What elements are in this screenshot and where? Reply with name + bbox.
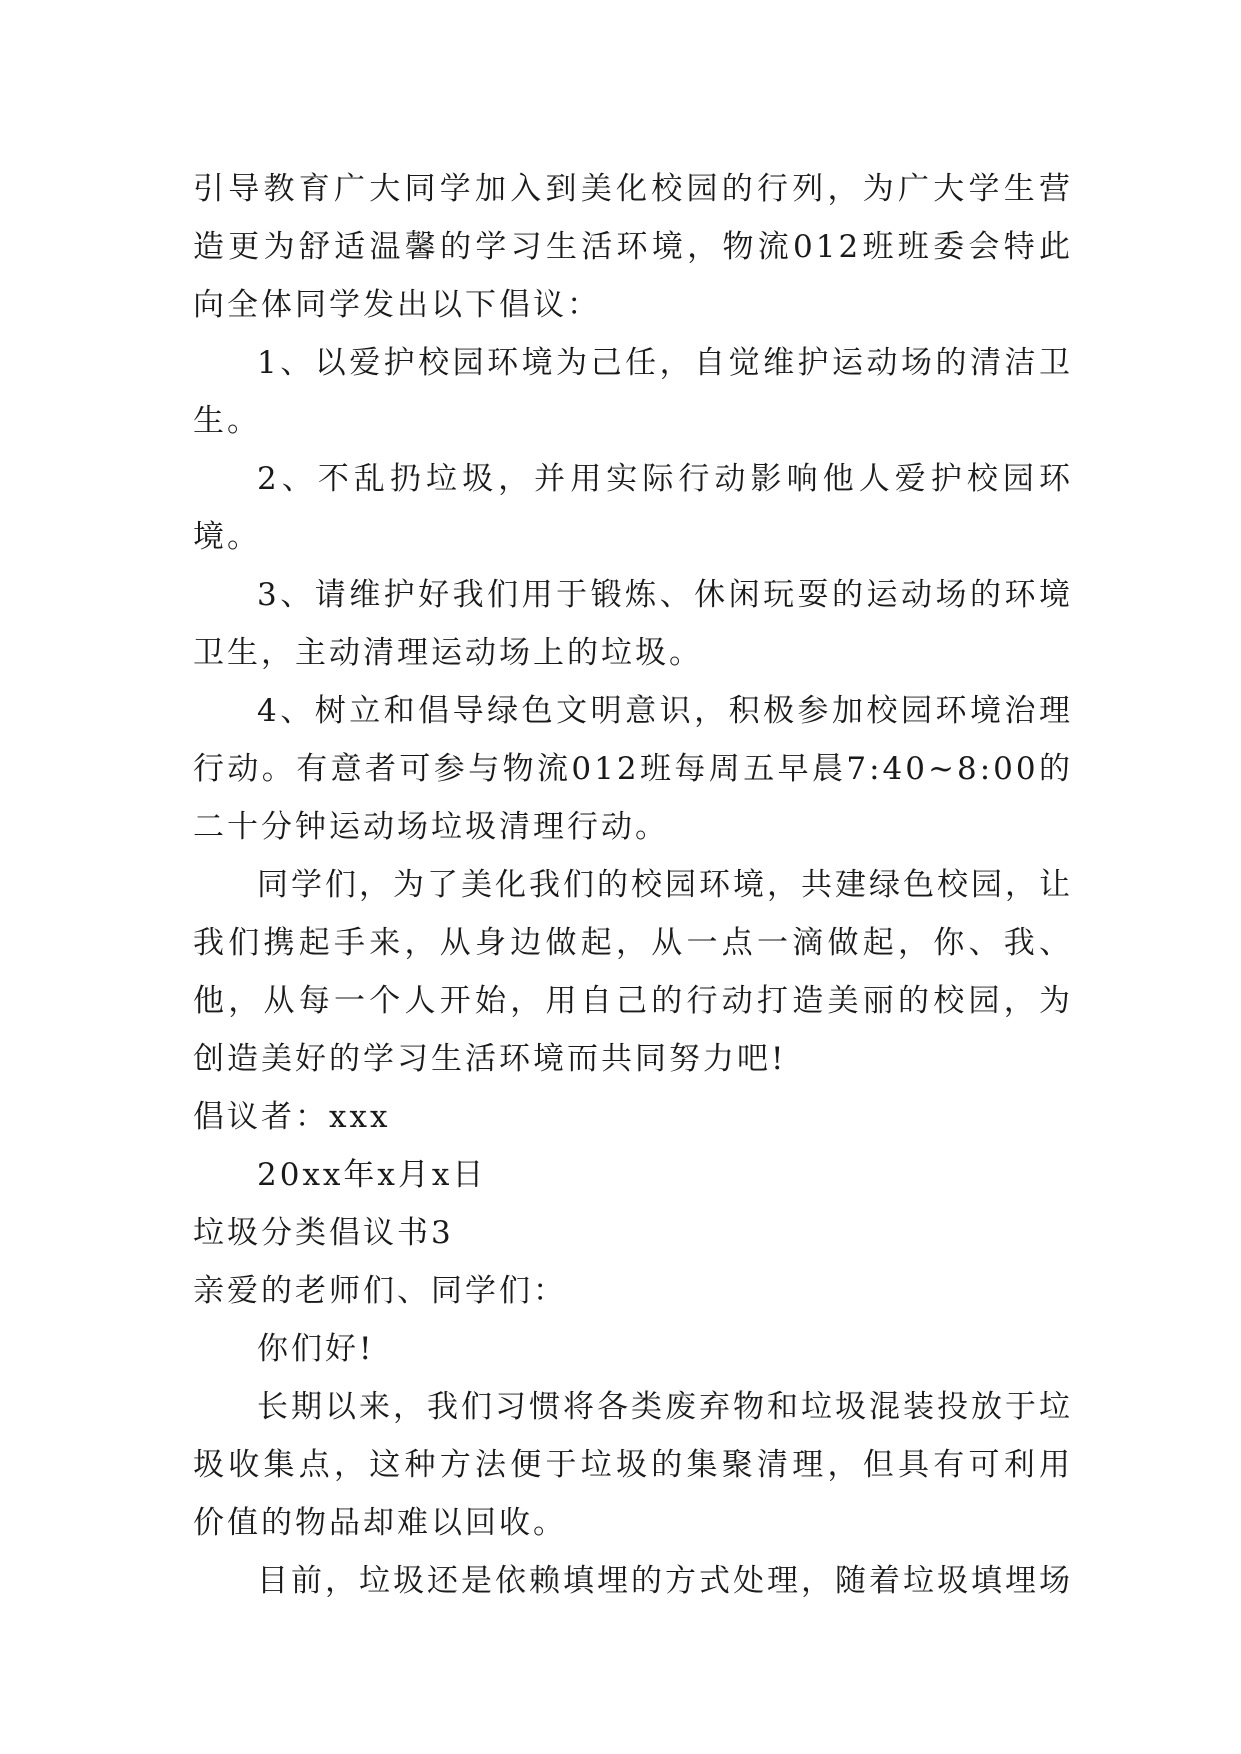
document-body — [193, 160, 1073, 1610]
greeting-line: 你们好! — [257, 1331, 375, 1367]
date-line: 20xx年x月x日 — [257, 1157, 487, 1193]
intro-paragraph: 引导教育广大同学加入到美化校园的行列，为广大学生营造更为舒适温馨的学习生活环境，物流012班班委会特此向全体同学发出以下倡议： — [193, 171, 1073, 323]
signer-line: 倡议者：xxx — [193, 1099, 391, 1135]
proposal-item-2: 2、不乱扔垃圾，并用实际行动影响他人爱护校园环境。 — [193, 461, 1073, 555]
proposal-item-4: 4、树立和倡导绿色文明意识，积极参加校园环境治理行动。有意者可参与物流012班每周五早晨7:40~8:00的二十分钟运动场垃圾清理行动。 — [193, 693, 1073, 845]
closing-paragraph: 同学们，为了美化我们的校园环境，共建绿色校园，让我们携起手来，从身边做起，从一点一滴做起，你、我、他，从每一个人开始，用自己的行动打造美丽的校园，为创造美好的学习生活环境而共同努力吧! — [193, 867, 1073, 1077]
section-title: 垃圾分类倡议书3 — [193, 1215, 454, 1251]
proposal-item-3: 3、请维护好我们用于锻炼、休闲玩耍的运动场的环境卫生，主动清理运动场上的垃圾。 — [193, 577, 1073, 671]
body-paragraph-1: 长期以来，我们习惯将各类废弃物和垃圾混装投放于垃圾收集点，这种方法便于垃圾的集聚清理，但具有可利用价值的物品却难以回收。 — [193, 1389, 1073, 1541]
body-paragraph-2: 目前，垃圾还是依赖填埋的方式处理，随着垃圾填埋场 — [257, 1563, 1073, 1599]
proposal-item-1: 1、以爱护校园环境为己任，自觉维护运动场的清洁卫生。 — [193, 345, 1073, 439]
salutation-line: 亲爱的老师们、同学们： — [193, 1273, 567, 1309]
